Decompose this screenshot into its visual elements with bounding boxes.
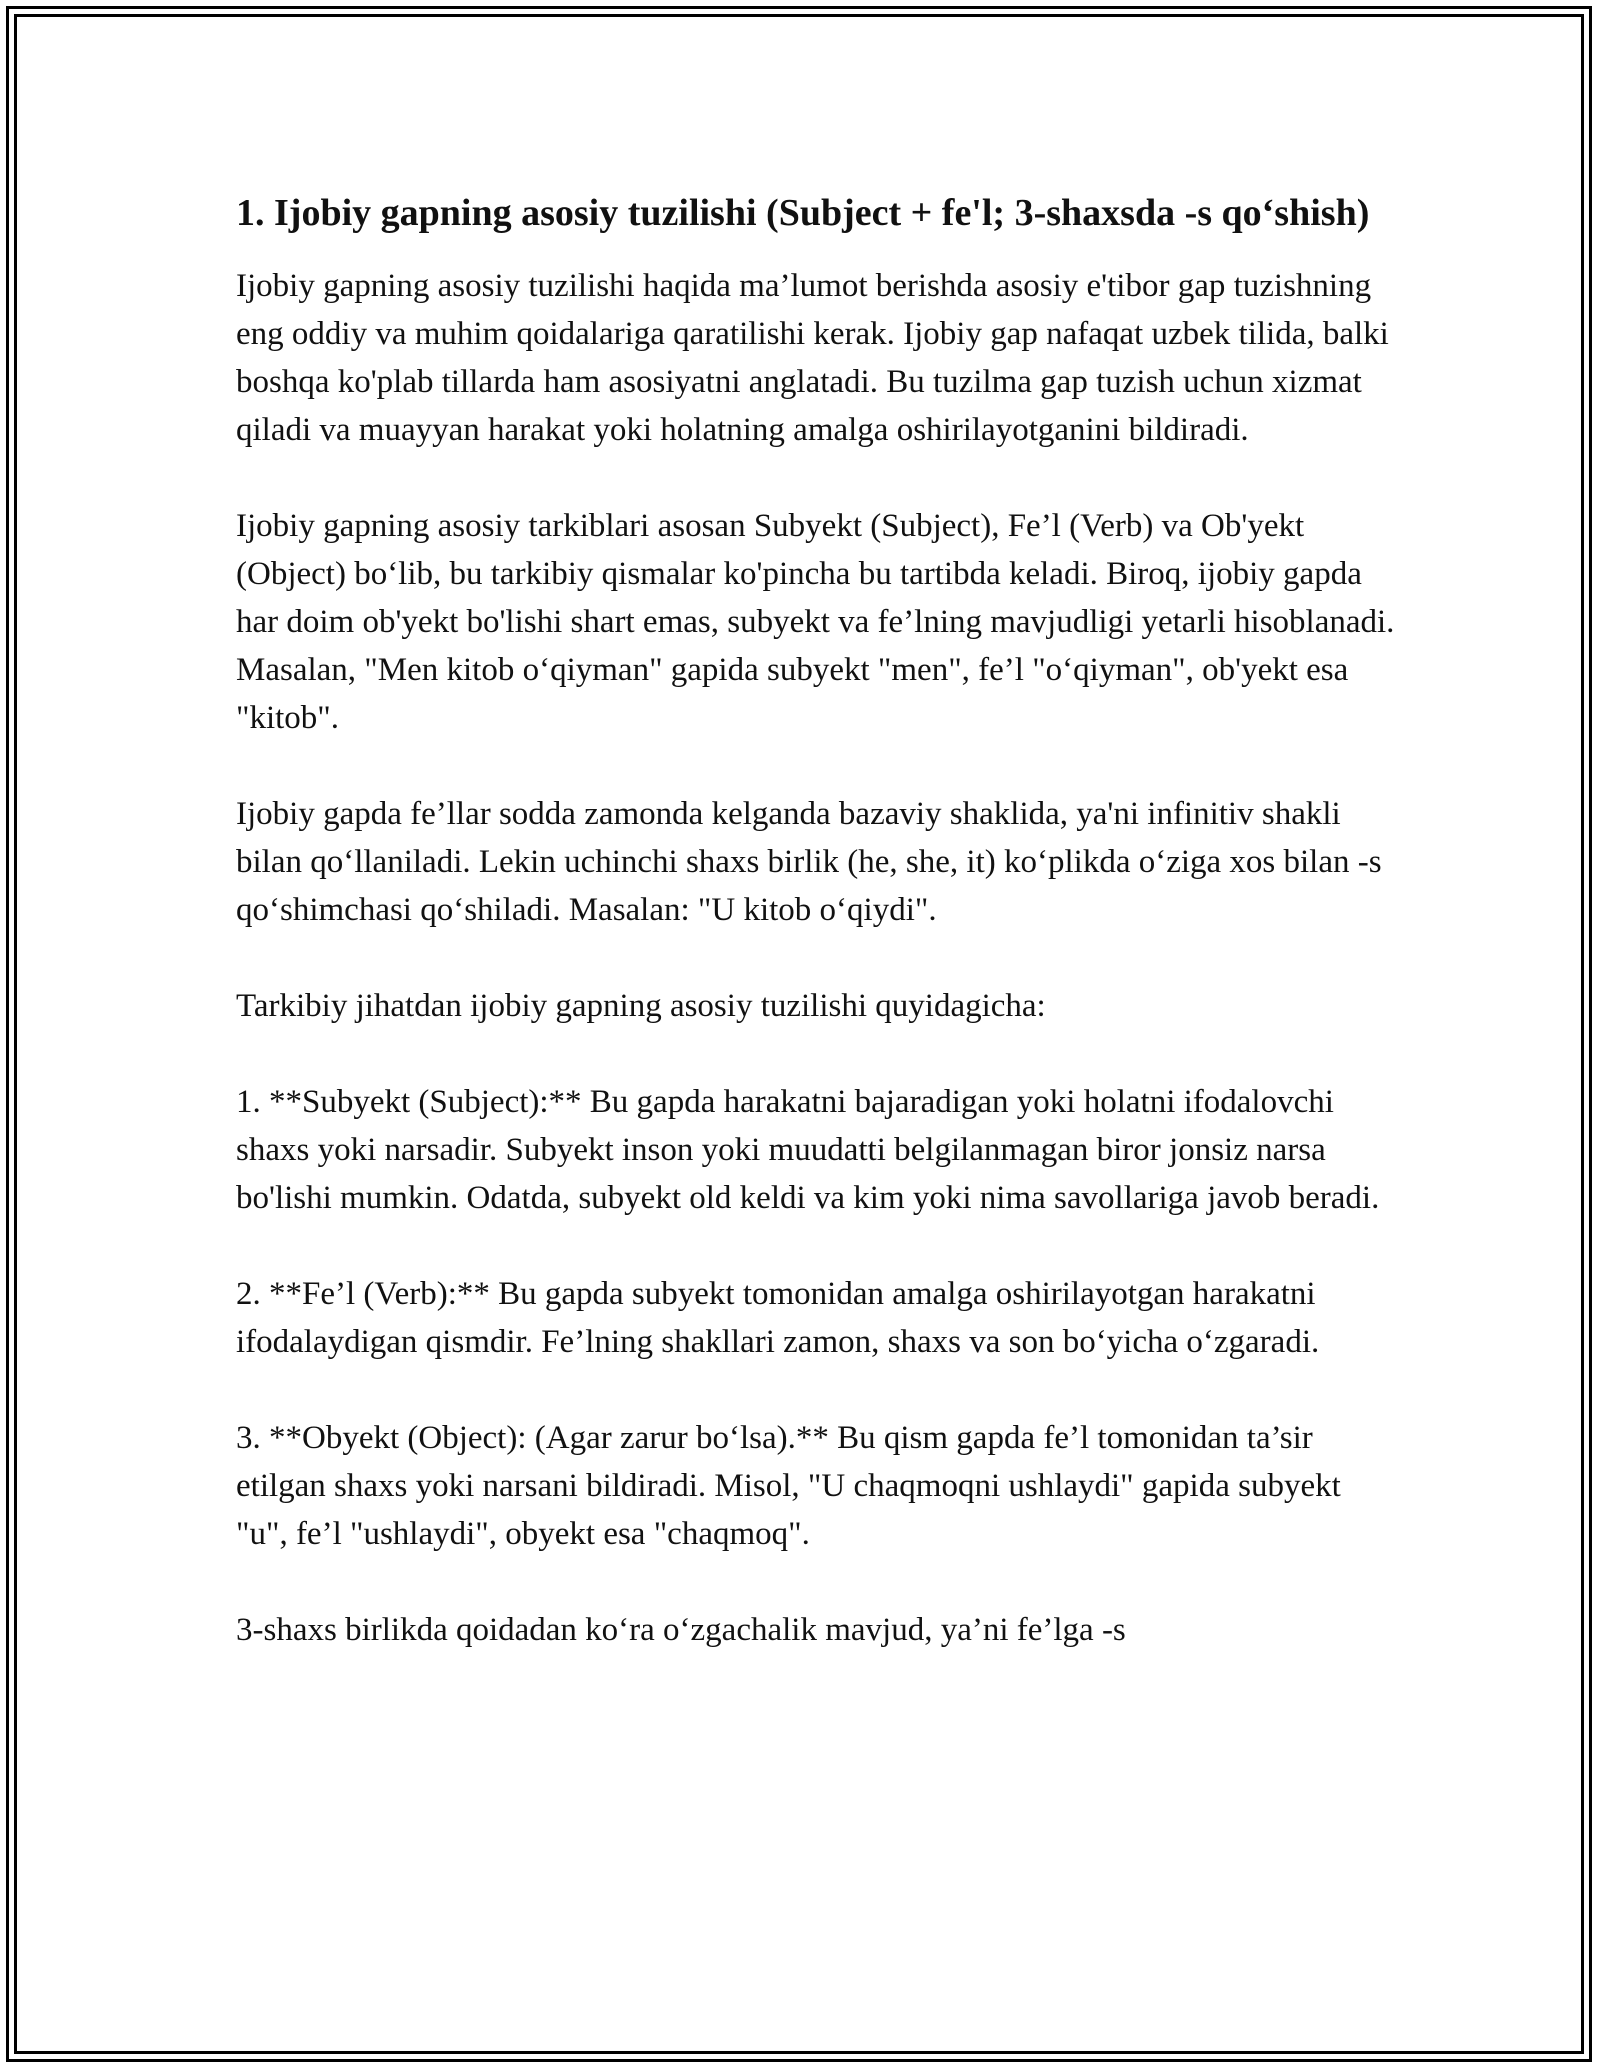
list-item-object: 3. **Obyekt (Object): (Agar zarur bo‘lsa).** Bu qism gapda fe’l tomonidan ta’sir etilgan shaxs yoki narsani bildiradi. Misol, "U chaqmoqni ushlaydi" gapida subyekt "u", fe’l "ushlaydi", obyekt esa "chaqmoq". bbox=[236, 1420, 1341, 1552]
document-body bbox=[236, 186, 1400, 1654]
list-item-verb: 2. **Fe’l (Verb):** Bu gapda subyekt tomonidan amalga oshirilayotgan harakatni ifodalaydigan qismdir. Fe’lning shakllari zamon, shaxs va son bo‘yicha o‘zgaradi. bbox=[236, 1276, 1320, 1360]
list-item-subject: 1. **Subyekt (Subject):** Bu gapda harakatni bajaradigan yoki holatni ifodalovchi shaxs yoki narsadir. Subyekt inson yoki muudatti belgilanmagan biror jonsiz narsa bo'lishi mumkin. Odatda, subyekt old keldi va kim yoki nima savollariga javob beradi. bbox=[236, 1084, 1380, 1216]
paragraph-intro: Ijobiy gapning asosiy tuzilishi haqida ma’lumot berishda asosiy e'tibor gap tuzishning eng oddiy va muhim qoidalariga qaratilishi kerak. Ijobiy gap nafaqat uzbek tilida, balki boshqa ko'plab tillarda ham asosiyatni anglatadi. Bu tuzilma gap tuzish uchun xizmat qiladi va muayyan harakat yoki holatning amalga oshirilayotganini bildiradi. bbox=[236, 268, 1389, 448]
paragraph-components: Ijobiy gapning asosiy tarkiblari asosan Subyekt (Subject), Fe’l (Verb) va Ob'yekt (Object) bo‘lib, bu tarkibiy qismalar ko'pincha bu tartibda keladi. Biroq, ijobiy gapda har doim ob'yekt bo'lishi shart emas, subyekt va fe’lning mavjudligi yetarli hisoblanadi. Masalan, "Men kitob o‘qiyman" gapida subyekt "men", fe’l "o‘qiyman", ob'yekt esa "kitob". bbox=[236, 508, 1395, 736]
document-title: 1. Ijobiy gapning asosiy tuzilishi (Subject + fe'l; 3-shaxsda -s qo‘shish) bbox=[236, 192, 1370, 234]
paragraph-structure-lead: Tarkibiy jihatdan ijobiy gapning asosiy tuzilishi quyidagicha: bbox=[236, 988, 1046, 1024]
paragraph-third-person: 3-shaxs birlikda qoidadan ko‘ra o‘zgachalik mavjud, ya’ni fe’lga -s bbox=[236, 1612, 1126, 1648]
paragraph-verb-forms: Ijobiy gapda fe’llar sodda zamonda kelganda bazaviy shaklida, ya'ni infinitiv shakli bilan qo‘llaniladi. Lekin uchinchi shaxs birlik (he, she, it) ko‘plikda o‘ziga xos bilan -s qo‘shimchasi qo‘shiladi. Masalan: "U kitob o‘qiydi". bbox=[236, 796, 1382, 928]
